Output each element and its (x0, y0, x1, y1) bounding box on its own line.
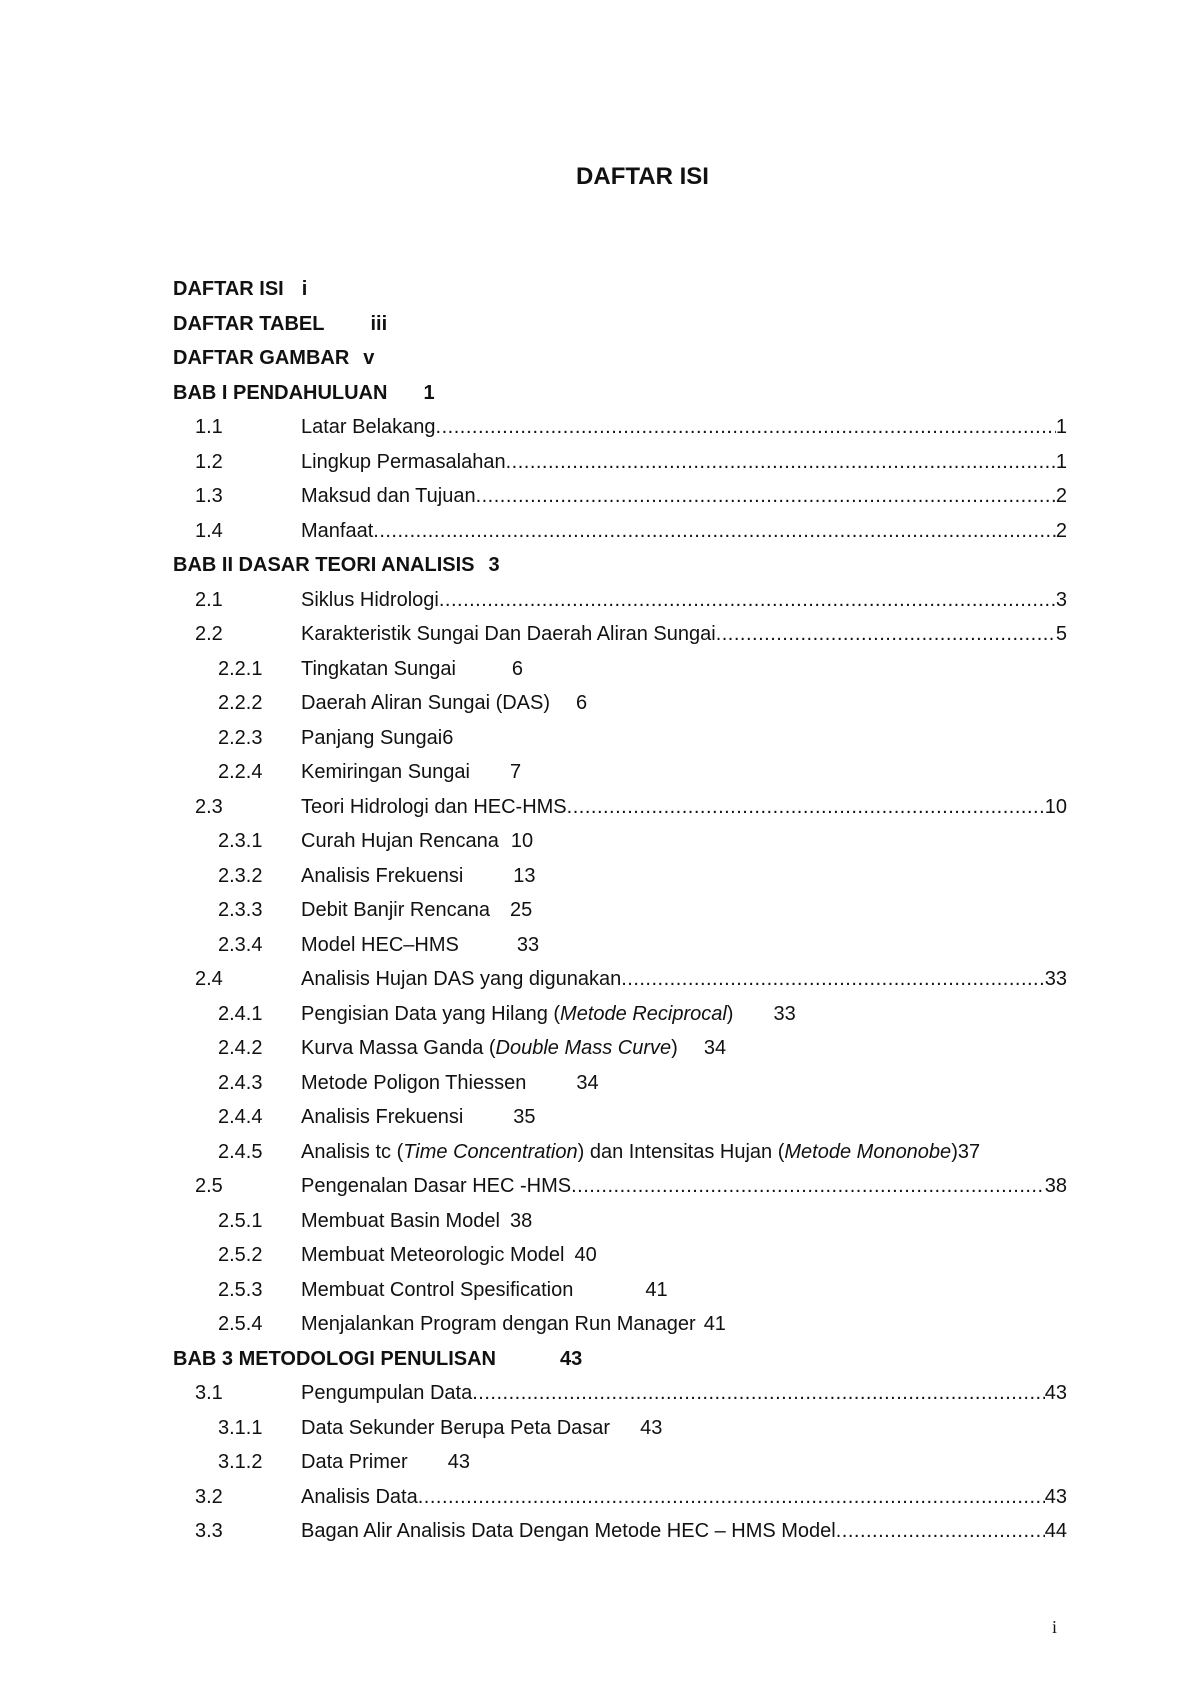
toc-page-number: 1 (423, 381, 435, 404)
toc-entry-title: Membuat Basin Model (301, 1209, 500, 1232)
toc-entry[interactable] (173, 410, 1067, 445)
toc-page-number: 13 (513, 864, 536, 887)
toc-page-number: 44 (1044, 1520, 1067, 1542)
toc-page-number: 41 (703, 1313, 726, 1335)
toc-section-number: 2.4 (195, 968, 223, 990)
toc-entry-title: Analisis Hujan DAS yang digunakan (301, 968, 622, 990)
toc-entry-line (301, 755, 521, 790)
toc-entry[interactable] (173, 962, 1067, 997)
toc-section-number: 2.5 (195, 1175, 223, 1197)
dot-leader (476, 479, 1056, 514)
toc-entry-title-part: ) (726, 1002, 734, 1025)
toc-dot-leader-line (301, 1376, 1067, 1411)
toc-entry[interactable] (173, 1307, 1067, 1342)
toc-entry-title: Panjang Sungai (301, 726, 443, 749)
toc-chapter-entry[interactable] (173, 548, 1067, 583)
toc-entry[interactable] (173, 893, 1067, 928)
toc-chapter-line (173, 307, 387, 342)
page-number: i (1052, 1617, 1058, 1637)
dot-leader (571, 1169, 1045, 1204)
toc-page-number: 1 (1055, 416, 1067, 438)
toc-entry-title: Analisis Frekuensi (301, 864, 464, 887)
toc-entry-line (301, 1100, 536, 1135)
toc-dot-leader-line (301, 1514, 1067, 1549)
toc-entry[interactable] (173, 445, 1067, 480)
toc-dot-leader-line (301, 790, 1067, 825)
toc-dot-leader-line (301, 479, 1067, 514)
toc-entry-title: Membuat Meteorologic Model (301, 1244, 565, 1266)
toc-entry-title: Teori Hidrologi dan HEC-HMS (301, 795, 567, 818)
toc-entry-title-italic: Double Mass Curve (495, 1037, 672, 1059)
toc-section-number: 2.5.2 (218, 1244, 263, 1266)
toc-page-number: 43 (1044, 1485, 1067, 1508)
toc-entry-title: Analisis Frekuensi (301, 1106, 464, 1128)
toc-entry[interactable] (173, 583, 1067, 618)
toc-dot-leader-line (301, 962, 1067, 997)
toc-entry-title-italic: Metode Reciprocal (560, 1002, 727, 1025)
toc-dot-leader-line (301, 410, 1067, 445)
toc-entry-title: Kemiringan Sungai (301, 761, 470, 783)
toc-entry-title: Maksud dan Tujuan (301, 485, 476, 507)
toc-entry-line (301, 1135, 980, 1170)
toc-dot-leader-line (301, 445, 1067, 480)
toc-page-number: 33 (773, 1002, 796, 1025)
toc-entry-title: Membuat Control Spesification (301, 1278, 574, 1301)
toc-chapter-title: DAFTAR TABEL (173, 312, 325, 335)
toc-page-number: 38 (509, 1209, 533, 1232)
toc-section-number: 2.3.4 (218, 933, 263, 956)
dot-leader (506, 445, 1056, 480)
toc-chapter-line (173, 376, 435, 411)
toc-page-number: 10 (510, 830, 534, 852)
toc-entry-title: Data Sekunder Berupa Peta Dasar (301, 1416, 611, 1439)
toc-section-number: 2.2.2 (218, 692, 263, 714)
toc-page-number: 6 (442, 726, 454, 749)
dot-leader (716, 617, 1056, 652)
toc-page-number: 1 (1055, 450, 1067, 473)
toc-entry-title: Pengenalan Dasar HEC -HMS (301, 1175, 572, 1197)
toc-section-number: 3.2 (195, 1485, 223, 1508)
toc-section-number: 2.3 (195, 795, 223, 818)
toc-page-number: 10 (1044, 795, 1067, 818)
toc-entry-title: Bagan Alir Analisis Data Dengan Metode HEC – HMS Model (301, 1520, 836, 1542)
toc-page-number: 2 (1055, 485, 1067, 507)
toc-chapter-line (173, 341, 374, 376)
toc-entry-line (301, 928, 539, 963)
toc-entry[interactable] (173, 997, 1067, 1032)
page-title: DAFTAR ISI (576, 163, 709, 190)
toc-entry-title: Tingkatan Sungai (301, 657, 456, 680)
toc-section-number: 2.5.1 (218, 1209, 263, 1232)
toc-dot-leader-line (301, 617, 1067, 652)
toc-entry[interactable] (173, 1135, 1067, 1170)
toc-section-number: 2.4.3 (218, 1071, 263, 1094)
toc-section-number: 2.5.4 (218, 1313, 263, 1335)
toc-dot-leader-line (301, 583, 1067, 618)
toc-section-number: 3.1.2 (218, 1451, 263, 1473)
toc-entry-line (301, 1031, 726, 1066)
toc-entry-title-part: ) (951, 1140, 958, 1163)
toc-page-number: 33 (1044, 968, 1067, 990)
toc-entry-title-part: ) (671, 1037, 678, 1059)
toc-entry-line (301, 1445, 470, 1480)
toc-entry[interactable] (173, 1411, 1067, 1446)
toc-entry-title: Manfaat (301, 519, 374, 542)
toc-entry-line (301, 824, 533, 859)
toc-page-number: 3 (488, 554, 500, 576)
toc-page-number: 2 (1055, 519, 1067, 542)
toc-page-number: 34 (576, 1071, 599, 1094)
toc-section-number: 2.2 (195, 623, 223, 645)
toc-entry-title: Daerah Aliran Sungai (DAS) (301, 692, 551, 714)
toc-entry-line (301, 1411, 662, 1446)
toc-entry-title: Debit Banjir Rencana (301, 899, 490, 921)
toc-chapter-line (173, 548, 500, 583)
toc-entry[interactable] (173, 790, 1067, 825)
toc-entry-title: Curah Hujan Rencana (301, 830, 499, 852)
toc-section-number: 2.5.3 (218, 1278, 263, 1301)
toc-entry-line (301, 893, 532, 928)
toc-section-number: 2.3.2 (218, 864, 263, 887)
toc-chapter-entry[interactable] (173, 341, 1067, 376)
dot-leader (836, 1514, 1045, 1549)
toc-entry-title-italic: Time Concentration (403, 1140, 578, 1163)
toc-entry-line (301, 1273, 668, 1308)
toc-dot-leader-line (301, 1480, 1067, 1515)
toc-section-number: 2.3.1 (218, 830, 263, 852)
toc-entry[interactable] (173, 1100, 1067, 1135)
toc-entry[interactable] (173, 1031, 1067, 1066)
toc-chapter-title: BAB I PENDAHULUAN (173, 381, 388, 404)
dot-leader (621, 962, 1045, 997)
toc-entry[interactable] (173, 1066, 1067, 1101)
toc-entry-title: Data Primer (301, 1451, 408, 1473)
toc-entry[interactable] (173, 721, 1067, 756)
toc-entry-title: Lingkup Permasalahan (301, 450, 506, 473)
toc-page-number: 6 (511, 657, 524, 680)
dot-leader (567, 790, 1045, 825)
toc-section-number: 2.2.3 (218, 726, 263, 749)
toc-section-number: 2.4.1 (218, 1002, 263, 1025)
toc-entry-title-part: Pengisian Data yang Hilang ( (301, 1002, 561, 1025)
toc-section-number: 2.1 (195, 588, 223, 611)
toc-entry-title: Latar Belakang (301, 416, 436, 438)
toc-entry-title: Metode Poligon Thiessen (301, 1071, 527, 1094)
toc-entry-line (301, 686, 587, 721)
toc-chapter-entry[interactable] (173, 1342, 1067, 1377)
toc-entry-line (301, 1238, 597, 1273)
toc-page-number: 43 (640, 1416, 663, 1439)
toc-page-number: 25 (510, 899, 533, 921)
dot-leader (472, 1376, 1045, 1411)
toc-entry-title-part: Analisis tc ( (301, 1140, 404, 1163)
toc-entry[interactable] (173, 824, 1067, 859)
toc-page-number: 34 (703, 1037, 727, 1059)
toc-entry[interactable] (173, 928, 1067, 963)
toc-entry-line (301, 859, 536, 894)
toc-entry-title: Karakteristik Sungai Dan Daerah Aliran Sungai (301, 623, 716, 645)
toc-entry-title: Siklus Hidrologi (301, 588, 439, 611)
toc-chapter-entry[interactable] (173, 307, 1067, 342)
toc-entry[interactable] (173, 1238, 1067, 1273)
toc-entry[interactable] (173, 1514, 1067, 1549)
toc-entry[interactable] (173, 686, 1067, 721)
toc-page-number: 3 (1055, 588, 1067, 611)
toc-entry-line (301, 721, 453, 756)
toc-entry-line (301, 997, 796, 1032)
toc-entry-line (301, 1307, 726, 1342)
toc-page-number: 41 (645, 1278, 668, 1301)
toc-entry[interactable] (173, 1169, 1067, 1204)
toc-entry-line (301, 1204, 532, 1239)
toc-section-number: 1.4 (195, 519, 223, 542)
toc-page-number: 6 (576, 692, 588, 714)
toc-page-number: 40 (574, 1244, 597, 1266)
toc-section-number: 2.4.2 (218, 1037, 263, 1059)
toc-page-number: iii (370, 312, 388, 335)
toc-entry[interactable] (173, 1445, 1067, 1480)
toc-chapter-title: DAFTAR ISI (173, 278, 284, 300)
toc-page-number: 43 (1044, 1382, 1067, 1404)
toc-chapter-line (173, 272, 307, 307)
toc-chapter-entry[interactable] (173, 272, 1067, 307)
toc-entry-title-part: ) dan Intensitas Hujan ( (577, 1140, 785, 1163)
toc-entry[interactable] (173, 617, 1067, 652)
toc-entry-title-italic: Metode Mononobe (784, 1140, 952, 1163)
toc-chapter-title: BAB 3 METODOLOGI PENULISAN (173, 1347, 496, 1370)
toc-section-number: 2.4.5 (218, 1140, 263, 1163)
toc-page-number: v (363, 347, 375, 369)
toc-page-number: i (301, 278, 308, 300)
toc-entry-title-part: Kurva Massa Ganda ( (301, 1037, 496, 1059)
toc-entry[interactable] (173, 1376, 1067, 1411)
toc-page-number: 37 (957, 1140, 981, 1163)
dot-leader (439, 583, 1056, 618)
toc-entry[interactable] (173, 755, 1067, 790)
toc-entry[interactable] (173, 514, 1067, 549)
toc-page-number: 5 (1055, 623, 1067, 645)
toc-chapter-line (173, 1342, 582, 1377)
toc-page-number: 43 (560, 1347, 583, 1370)
toc-entry-title: Pengumpulan Data (301, 1382, 473, 1404)
toc-page-number: 33 (516, 933, 540, 956)
toc-entry-title: Menjalankan Program dengan Run Manager (301, 1313, 696, 1335)
dot-leader (436, 410, 1056, 445)
toc-chapter-title: DAFTAR GAMBAR (173, 347, 350, 369)
dot-leader (418, 1480, 1045, 1515)
toc-page-number: 7 (510, 761, 522, 783)
toc-entry-line (301, 652, 523, 687)
toc-page-number: 38 (1044, 1175, 1067, 1197)
toc-entry-line (301, 1066, 599, 1101)
toc-section-number: 3.1 (195, 1382, 223, 1404)
toc-dot-leader-line (301, 514, 1067, 549)
toc-entry[interactable] (173, 479, 1067, 514)
toc-entry-title: Analisis Data (301, 1485, 418, 1508)
toc-section-number: 1.3 (195, 485, 223, 507)
toc-entry[interactable] (173, 1273, 1067, 1308)
toc-page-number: 43 (447, 1451, 470, 1473)
table-of-contents (173, 272, 1067, 1549)
toc-dot-leader-line (301, 1169, 1067, 1204)
toc-section-number: 3.3 (195, 1520, 223, 1542)
toc-entry[interactable] (173, 859, 1067, 894)
toc-section-number: 2.2.4 (218, 761, 263, 783)
toc-section-number: 2.4.4 (218, 1106, 263, 1128)
toc-section-number: 1.1 (195, 416, 223, 438)
toc-section-number: 2.2.1 (218, 657, 263, 680)
dot-leader (373, 514, 1056, 549)
toc-section-number: 3.1.1 (218, 1416, 263, 1439)
toc-section-number: 1.2 (195, 450, 223, 473)
toc-entry[interactable] (173, 1204, 1067, 1239)
toc-entry[interactable] (173, 1480, 1067, 1515)
toc-chapter-title: BAB II DASAR TEORI ANALISIS (173, 554, 475, 576)
toc-entry[interactable] (173, 652, 1067, 687)
toc-chapter-entry[interactable] (173, 376, 1067, 411)
toc-section-number: 2.3.3 (218, 899, 263, 921)
toc-page-number: 35 (513, 1106, 536, 1128)
toc-entry-title: Model HEC–HMS (301, 933, 459, 956)
